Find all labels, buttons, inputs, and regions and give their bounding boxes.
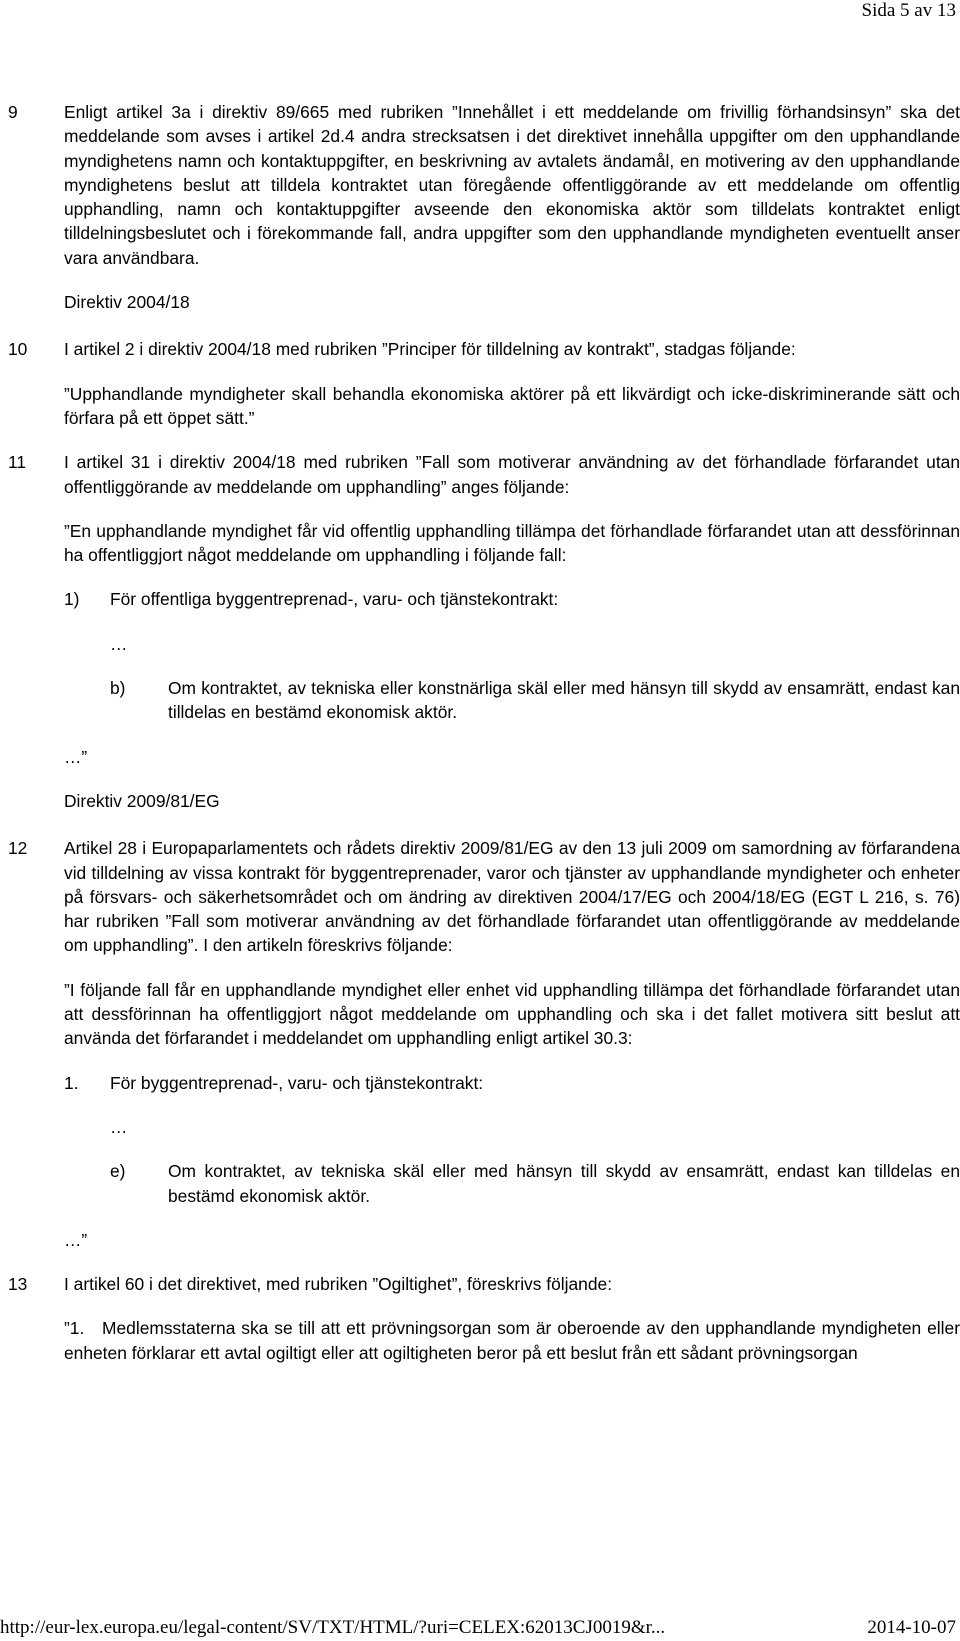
sub-list-item-label: b) bbox=[110, 678, 126, 699]
quote-block: ”1. Medlemsstaterna ska se till att ett prövningsorgan som är oberoende av den upphandlande myndigheten eller enheten förklarar ett avtal ogiltigt eller att ogiltigheten beror på ett beslut från ett sådant prövningsorgan bbox=[64, 1318, 960, 1363]
paragraph-text: Enligt artikel 3a i direktiv 89/665 med rubriken ”Innehållet i ett meddelande om frivillig förhandsinsyn” ska det meddelande som avses i artikel 2d.4 andra strecksatsen i det direktivet innehålla uppgifter om den upphandlande myndighetens namn och kontaktuppgifter, en beskrivning av avtalets ändamål, en motivering av den upphandlande myndighetens beslut att tilldela kontraktet utan föregående offentliggörande av ett meddelande om offentlig upphandling, namn och kontaktuppgifter avseende den ekonomiska aktör som tilldelats kontraktet enligt tilldelningsbeslutet och i förekommande fall, andra uppgifter som den upphandlande myndigheten eventuellt anser vara användbara. bbox=[64, 102, 960, 268]
quote-block: ”En upphandlande myndighet får vid offentlig upphandling tillämpa det förhandlade förfarandet utan att dessförinnan ha offentliggjort något meddelande om upphandling i följande fall: bbox=[64, 520, 960, 566]
page-footer bbox=[0, 1615, 960, 1641]
paragraph-9 bbox=[0, 100, 960, 270]
section-heading-directive-2009-81: Direktiv 2009/81/EG bbox=[64, 790, 220, 811]
paragraph-number: 9 bbox=[8, 102, 18, 122]
ellipsis-end: …” bbox=[64, 1229, 88, 1250]
paragraph-13 bbox=[0, 1272, 960, 1296]
paragraph-number: 13 bbox=[8, 1274, 28, 1295]
paragraph-12 bbox=[0, 836, 960, 957]
list-item bbox=[0, 587, 960, 611]
ellipsis-end: …” bbox=[64, 746, 88, 767]
quote-block: ”Upphandlande myndigheter skall behandla ekonomiska aktörer på ett likvärdigt och icke-diskriminerande sätt och förfara på ett öppet sätt.” bbox=[64, 383, 960, 428]
paragraph-number: 11 bbox=[8, 452, 27, 473]
source-url: http://eur-lex.europa.eu/legal-content/SV/TXT/HTML/?uri=CELEX:62013CJ0019&r... bbox=[0, 1617, 666, 1638]
paragraph-text: Artikel 28 i Europaparlamentets och rådets direktiv 2009/81/EG av den 13 juli 2009 om samordning av förfarandena vid tilldelning av vissa kontrakt för byggentreprenader, varor och tjänster av upphandlande myndigheter och enheter på försvars- och säkerhetsområdet och om ändring av direktiven 2004/17/EG och 2004/18/EG (EGT L 216, s. 76) har rubriken ”Fall som motiverar användning av det förhandlade förfarandet utan offentliggörande av meddelande om upphandling”. I den artikeln föreskrivs följande: bbox=[64, 838, 960, 956]
sub-list-item-label: e) bbox=[110, 1161, 126, 1182]
sub-list-item-text: Om kontraktet, av tekniska eller konstnärliga skäl eller med hänsyn till skydd av ensamrätt, endast kan tilldelas en bestämd ekonomisk aktör. bbox=[168, 678, 960, 723]
paragraph-11 bbox=[0, 450, 960, 499]
quote-block: ”I följande fall får en upphandlande myndighet eller enhet vid upphandling tillämpa det förhandlade förfarandet utan att dessförinnan ha offentliggjort något meddelande om upphandling och ska i det fallet motivera sitt beslut att använda det förfarandet i meddelandet om upphandling enligt artikel 30.3: bbox=[64, 979, 960, 1049]
paragraph-number: 10 bbox=[8, 339, 28, 360]
sub-list-item bbox=[0, 1159, 960, 1208]
paragraph-text: I artikel 31 i direktiv 2004/18 med rubriken ”Fall som motiverar användning av det förhandlade förfarandet utan offentliggörande av meddelande om upphandling” anges följande: bbox=[64, 452, 960, 497]
paragraph-10 bbox=[0, 337, 960, 361]
sub-list-item bbox=[0, 676, 960, 725]
page-number-header: Sida 5 av 13 bbox=[861, 0, 956, 21]
list-item-label: 1. bbox=[64, 1072, 79, 1093]
list-item-text: För offentliga byggentreprenad-, varu- och tjänstekontrakt: bbox=[110, 589, 559, 610]
ellipsis: … bbox=[110, 1116, 128, 1137]
section-heading-directive-2004-18: Direktiv 2004/18 bbox=[64, 292, 190, 313]
sub-list-item-text: Om kontraktet, av tekniska skäl eller med hänsyn till skydd av ensamrätt, endast kan tilldelas en bestämd ekonomisk aktör. bbox=[168, 1161, 960, 1206]
document-body bbox=[0, 100, 960, 1385]
ellipsis: … bbox=[110, 633, 128, 654]
print-date: 2014-10-07 bbox=[867, 1617, 956, 1638]
list-item-label: 1) bbox=[64, 589, 80, 610]
paragraph-number: 12 bbox=[8, 838, 28, 859]
paragraph-text: I artikel 2 i direktiv 2004/18 med rubriken ”Principer för tilldelning av kontrakt”, stadgas följande: bbox=[64, 339, 796, 360]
list-item bbox=[0, 1071, 960, 1095]
list-item-text: För byggentreprenad-, varu- och tjänstekontrakt: bbox=[110, 1072, 484, 1093]
paragraph-text: I artikel 60 i det direktivet, med rubriken ”Ogiltighet”, föreskrivs följande: bbox=[64, 1274, 613, 1295]
